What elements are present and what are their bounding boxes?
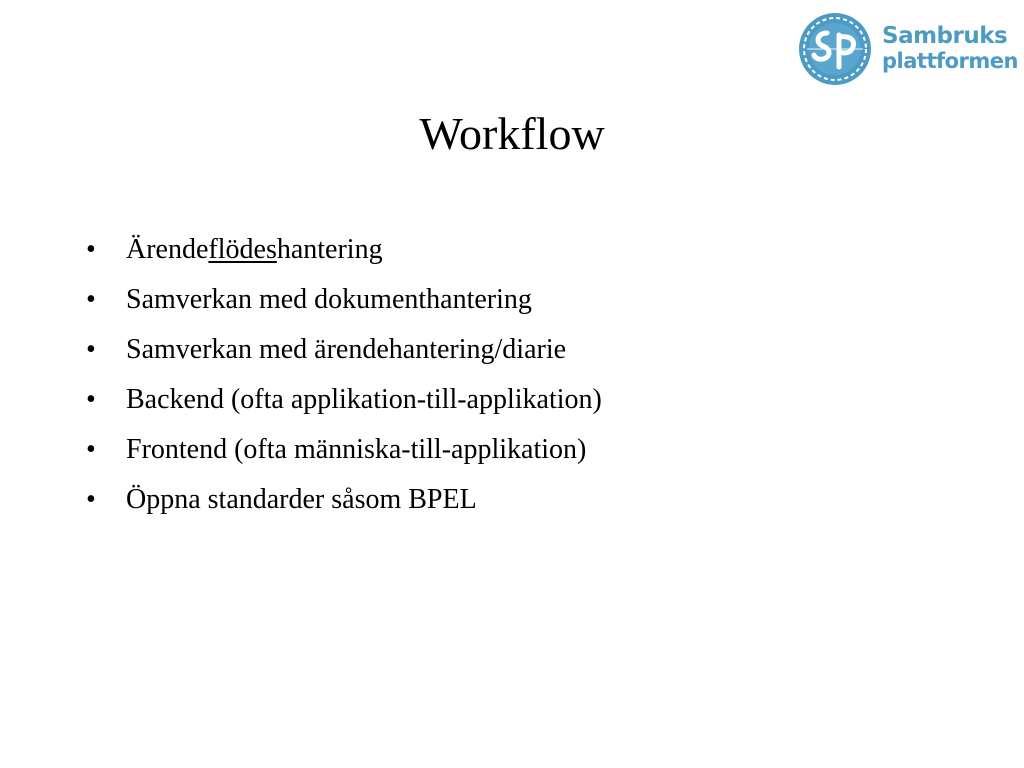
logo-wordmark-line1: Sambruks — [882, 23, 1008, 49]
bullet-text-part: hantering — [276, 234, 383, 265]
logo-emblem-icon — [797, 11, 873, 87]
sambruksplattformen-logo — [797, 11, 1018, 87]
bullet-text: Samverkan med dokumenthantering — [126, 284, 532, 315]
bullet-icon: • — [86, 384, 96, 415]
bullet-icon: • — [86, 434, 96, 465]
bullet-icon: • — [86, 234, 96, 265]
bullet-item — [86, 425, 602, 475]
bullet-item — [86, 475, 602, 525]
bullet-icon: • — [86, 484, 96, 515]
bullet-text: Backend (ofta applikation-till-applikation) — [126, 384, 602, 415]
bullet-list — [86, 225, 602, 525]
bullet-item — [86, 325, 602, 375]
underlined-text: flödes — [208, 234, 277, 265]
bullet-text: Öppna standarder såsom BPEL — [126, 484, 477, 515]
slide-title: Workflow — [419, 108, 605, 159]
bullet-text: Frontend (ofta människa-till-applikation) — [126, 434, 587, 465]
bullet-icon: • — [86, 334, 96, 365]
bullet-text: Samverkan med ärendehantering/diarie — [126, 334, 567, 365]
bullet-item — [86, 375, 602, 425]
logo-wordmark-line2: plattformen — [882, 49, 1018, 73]
bullet-text-part: Ärende — [126, 234, 209, 265]
bullet-item — [86, 275, 602, 325]
bullet-item — [86, 225, 602, 275]
bullet-icon: • — [86, 284, 96, 315]
bullet-text — [126, 225, 383, 275]
